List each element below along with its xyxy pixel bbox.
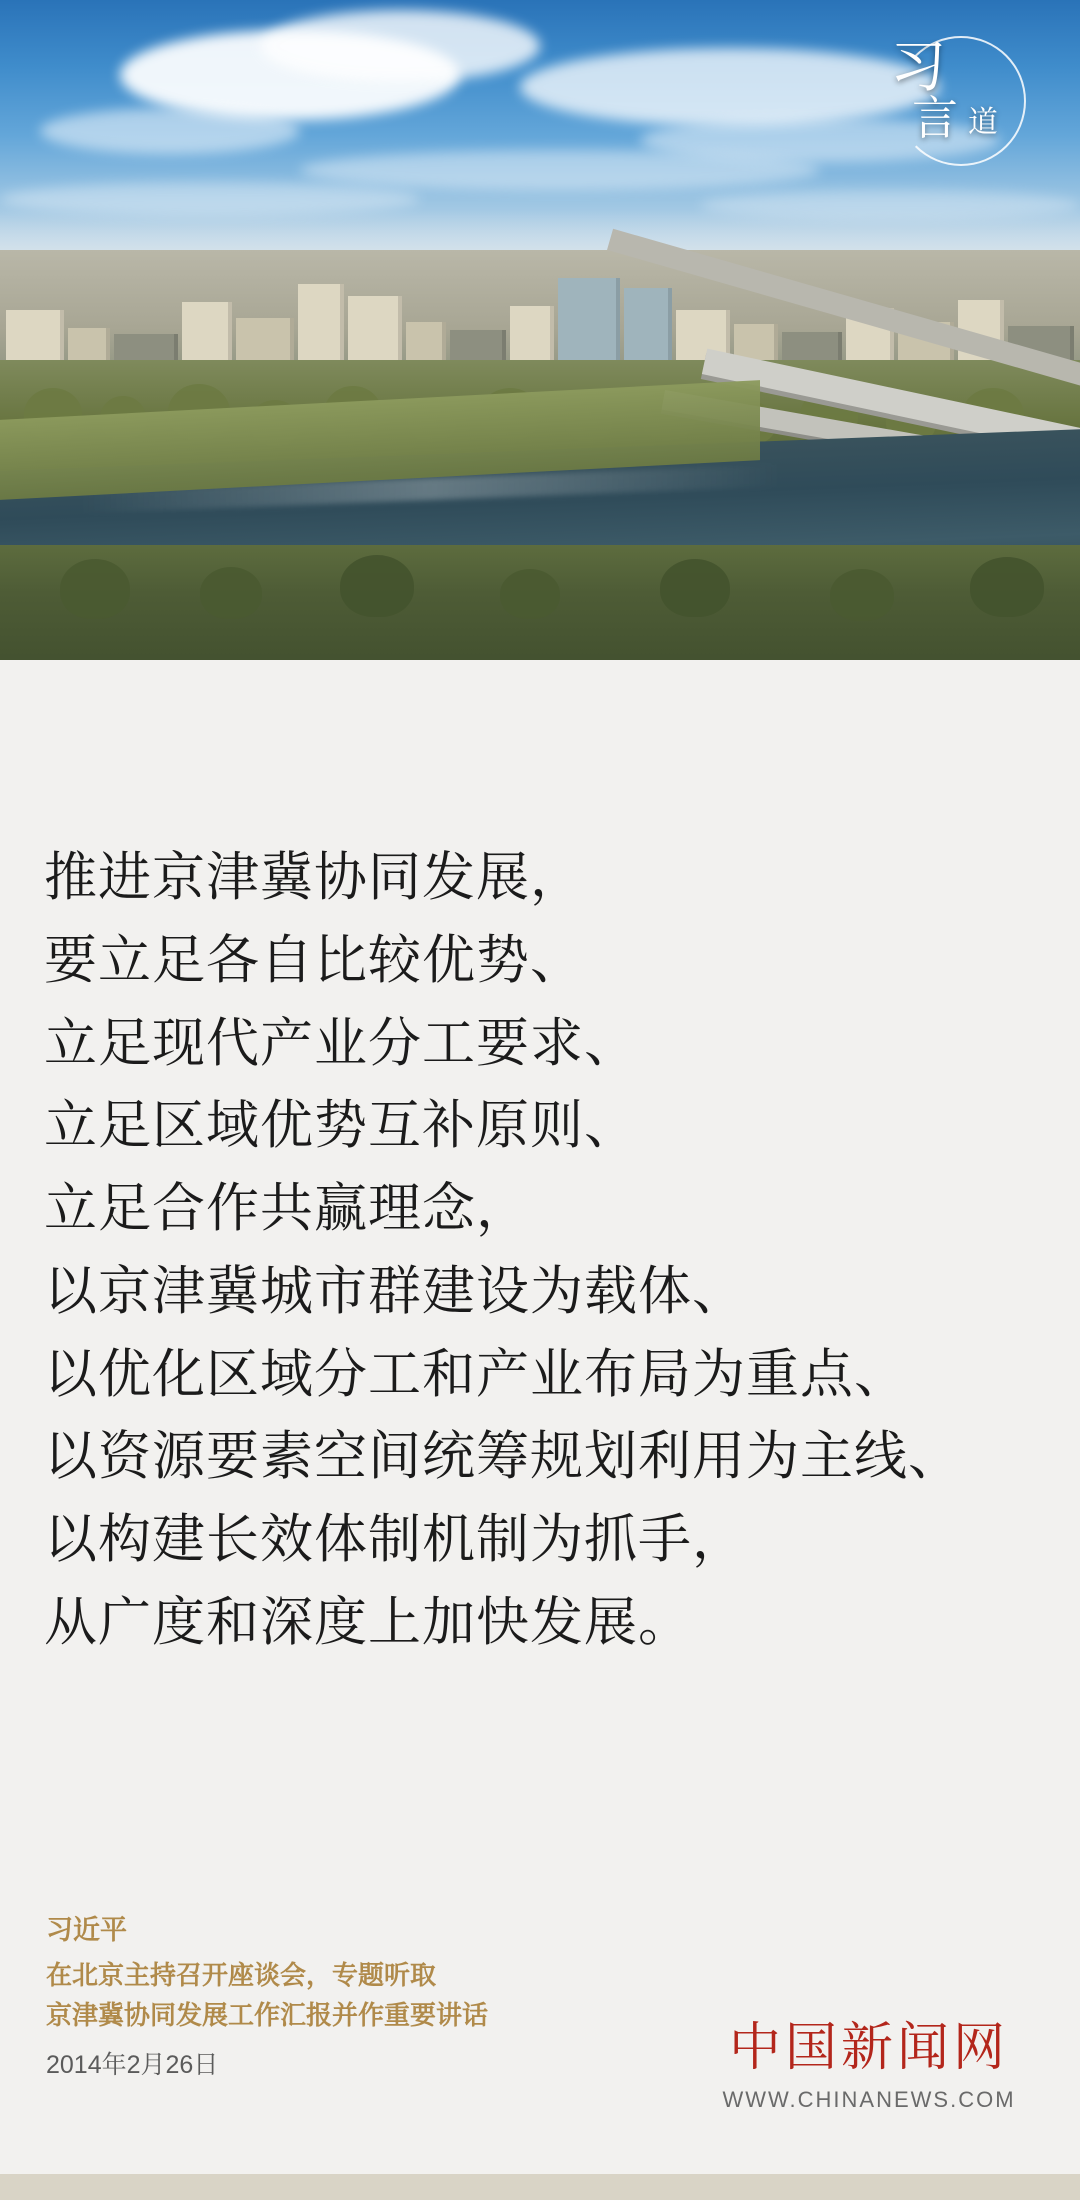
quote-block (44, 845, 1044, 1673)
logo-char-yan: 言 (912, 93, 958, 144)
brand-name: 中国新闻网 (728, 2020, 1009, 2077)
quote-line: 以构建长效体制机制为抓手， (44, 1511, 746, 1570)
cloud-shape (40, 108, 300, 154)
quote-line: 立足区域优势互补原则、 (44, 1097, 638, 1156)
logo-char-dao: 道 (968, 106, 998, 139)
quote-line: 立足现代产业分工要求、 (44, 1014, 638, 1073)
quote-line: 以京津冀城市群建设为载体、 (44, 1262, 746, 1321)
content-area (0, 660, 1080, 2120)
quote-line: 以资源要素空间统筹规划利用为主线、 (44, 1428, 962, 1487)
riverbank-foreground (0, 545, 1080, 660)
speech-date: 2014年2月26日 (46, 2051, 219, 2080)
cloud-shape (520, 48, 940, 126)
brand-url: WWW.CHINANEWS.COM (722, 2087, 1016, 2113)
brand-logo (704, 2020, 1034, 2113)
cloud-shape (300, 150, 820, 190)
cloud-shape (260, 10, 540, 82)
hero-photo (0, 0, 1080, 660)
bottom-bar (0, 2174, 1080, 2200)
logo-char-xi: 习 (890, 37, 946, 99)
occasion-line-2: 京津冀协同发展工作汇报并作重要讲话 (46, 1999, 489, 2030)
quote-line: 要立足各自比较优势、 (44, 931, 584, 990)
quote-line: 立足合作共赢理念， (44, 1180, 530, 1239)
attribution-block (46, 1910, 746, 2081)
quote-line: 以优化区域分工和产业布局为重点、 (44, 1345, 908, 1404)
speaker-name: 习近平 (46, 1915, 127, 1945)
occasion-line-1: 在北京主持召开座谈会，专题听取 (46, 1959, 437, 1990)
quote-line: 从广度和深度上加快发展。 (44, 1593, 692, 1652)
quote-line: 推进京津冀协同发展， (44, 849, 584, 907)
xiyandao-logo (882, 34, 1028, 164)
